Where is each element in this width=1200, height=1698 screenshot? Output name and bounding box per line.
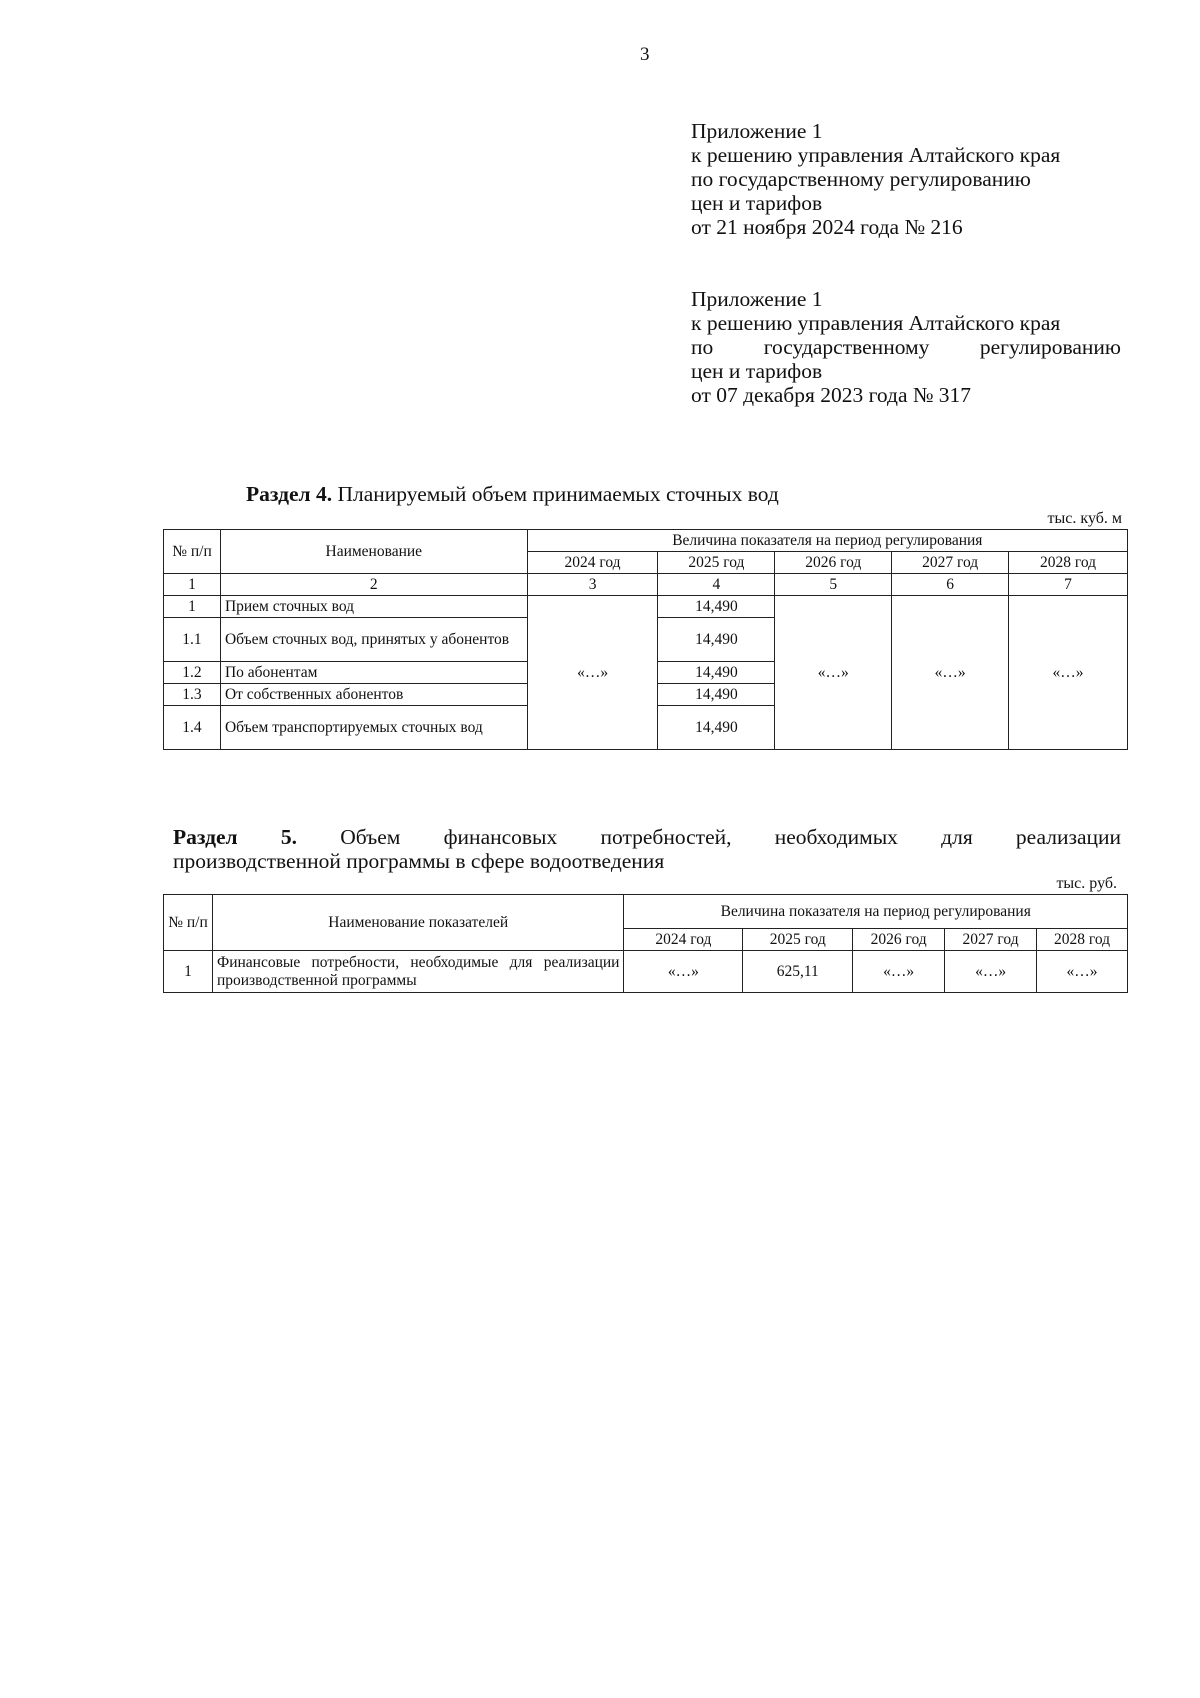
col-number: 1: [164, 574, 221, 596]
row-name: От собственных абонентов: [220, 684, 527, 706]
header-name: Наименование: [220, 530, 527, 574]
row-num: 1: [164, 596, 221, 618]
col-number: 6: [892, 574, 1009, 596]
col-number: 5: [775, 574, 892, 596]
appendix-line: к решению управления Алтайского края: [691, 143, 1061, 167]
header-period: Величина показателя на период регулирования: [527, 530, 1127, 552]
table-row: [164, 951, 1128, 993]
appendix-line: по государственному регулированию: [691, 167, 1031, 191]
section5-title-line2: производственной программы в сфере водоотведения: [173, 849, 665, 873]
appendix-current: [691, 119, 1121, 239]
appendix-line: к решению управления Алтайского края: [691, 311, 1061, 335]
header-period: Величина показателя на период регулирования: [624, 895, 1128, 929]
row-name: Прием сточных вод: [220, 596, 527, 618]
row-name: Объем транспортируемых сточных вод: [220, 706, 527, 750]
section4-heading: [246, 482, 779, 506]
section4-title: Планируемый объем принимаемых сточных вод: [337, 482, 779, 506]
cell-2027: «…»: [945, 951, 1037, 993]
col-number: 2: [220, 574, 527, 596]
cell-2027-omitted: «…»: [892, 596, 1009, 750]
header-year: 2025 год: [658, 552, 775, 574]
appendix-line: от 07 декабря 2023 года № 317: [691, 383, 971, 407]
row-name: Финансовые потребности, необходимые для реализации производственной программы: [212, 951, 624, 993]
header-year: 2027 год: [945, 929, 1037, 951]
cell-2026-omitted: «…»: [775, 596, 892, 750]
section5-label: Раздел 5.: [173, 825, 297, 849]
col-number: 3: [527, 574, 658, 596]
row-name: Объем сточных вод, принятых у абонентов: [220, 618, 527, 662]
appendix-line: по государственному регулированию: [691, 335, 1121, 359]
section5-title-line1: Объем финансовых потребностей, необходимых для реализации: [340, 825, 1122, 849]
header-name: Наименование показателей: [212, 895, 624, 951]
appendix-line: Приложение 1: [691, 287, 823, 311]
appendix-line: цен и тарифов: [691, 359, 823, 383]
cell-2026: «…»: [853, 951, 945, 993]
col-number: 7: [1009, 574, 1128, 596]
row-num: 1.4: [164, 706, 221, 750]
section4-table: [163, 529, 1128, 750]
section4-units: тыс. куб. м: [1047, 510, 1122, 527]
appendix-line: цен и тарифов: [691, 191, 823, 215]
cell-2028: «…»: [1037, 951, 1128, 993]
page-number: 3: [640, 44, 650, 65]
section4-label: Раздел 4.: [246, 482, 333, 506]
cell-2025: 14,490: [658, 596, 775, 618]
table-row: [164, 596, 1128, 618]
row-name: По абонентам: [220, 662, 527, 684]
appendix-previous: [691, 287, 1121, 407]
section5-heading-line1: [173, 825, 1121, 849]
header-year: 2025 год: [743, 929, 853, 951]
section5-heading: [173, 825, 1121, 873]
header-year: 2027 год: [892, 552, 1009, 574]
header-year: 2028 год: [1037, 929, 1128, 951]
row-num: 1.3: [164, 684, 221, 706]
row-num: 1: [164, 951, 213, 993]
cell-2024: «…»: [624, 951, 743, 993]
cell-2025: 14,490: [658, 618, 775, 662]
header-year: 2024 год: [624, 929, 743, 951]
header-year: 2026 год: [853, 929, 945, 951]
header-year: 2026 год: [775, 552, 892, 574]
header-year: 2024 год: [527, 552, 658, 574]
row-num: 1.1: [164, 618, 221, 662]
row-num: 1.2: [164, 662, 221, 684]
cell-2028-omitted: «…»: [1009, 596, 1128, 750]
cell-2025: 14,490: [658, 662, 775, 684]
header-num: № п/п: [164, 895, 213, 951]
appendix-line: от 21 ноября 2024 года № 216: [691, 215, 963, 239]
cell-2025: 14,490: [658, 684, 775, 706]
col-number: 4: [658, 574, 775, 596]
cell-2025: 14,490: [658, 706, 775, 750]
cell-2024-omitted: «…»: [527, 596, 658, 750]
header-num: № п/п: [164, 530, 221, 574]
appendix-line: Приложение 1: [691, 119, 823, 143]
header-year: 2028 год: [1009, 552, 1128, 574]
section5-table: [163, 894, 1128, 993]
cell-2025: 625,11: [743, 951, 853, 993]
section5-units: тыс. руб.: [1056, 875, 1117, 892]
